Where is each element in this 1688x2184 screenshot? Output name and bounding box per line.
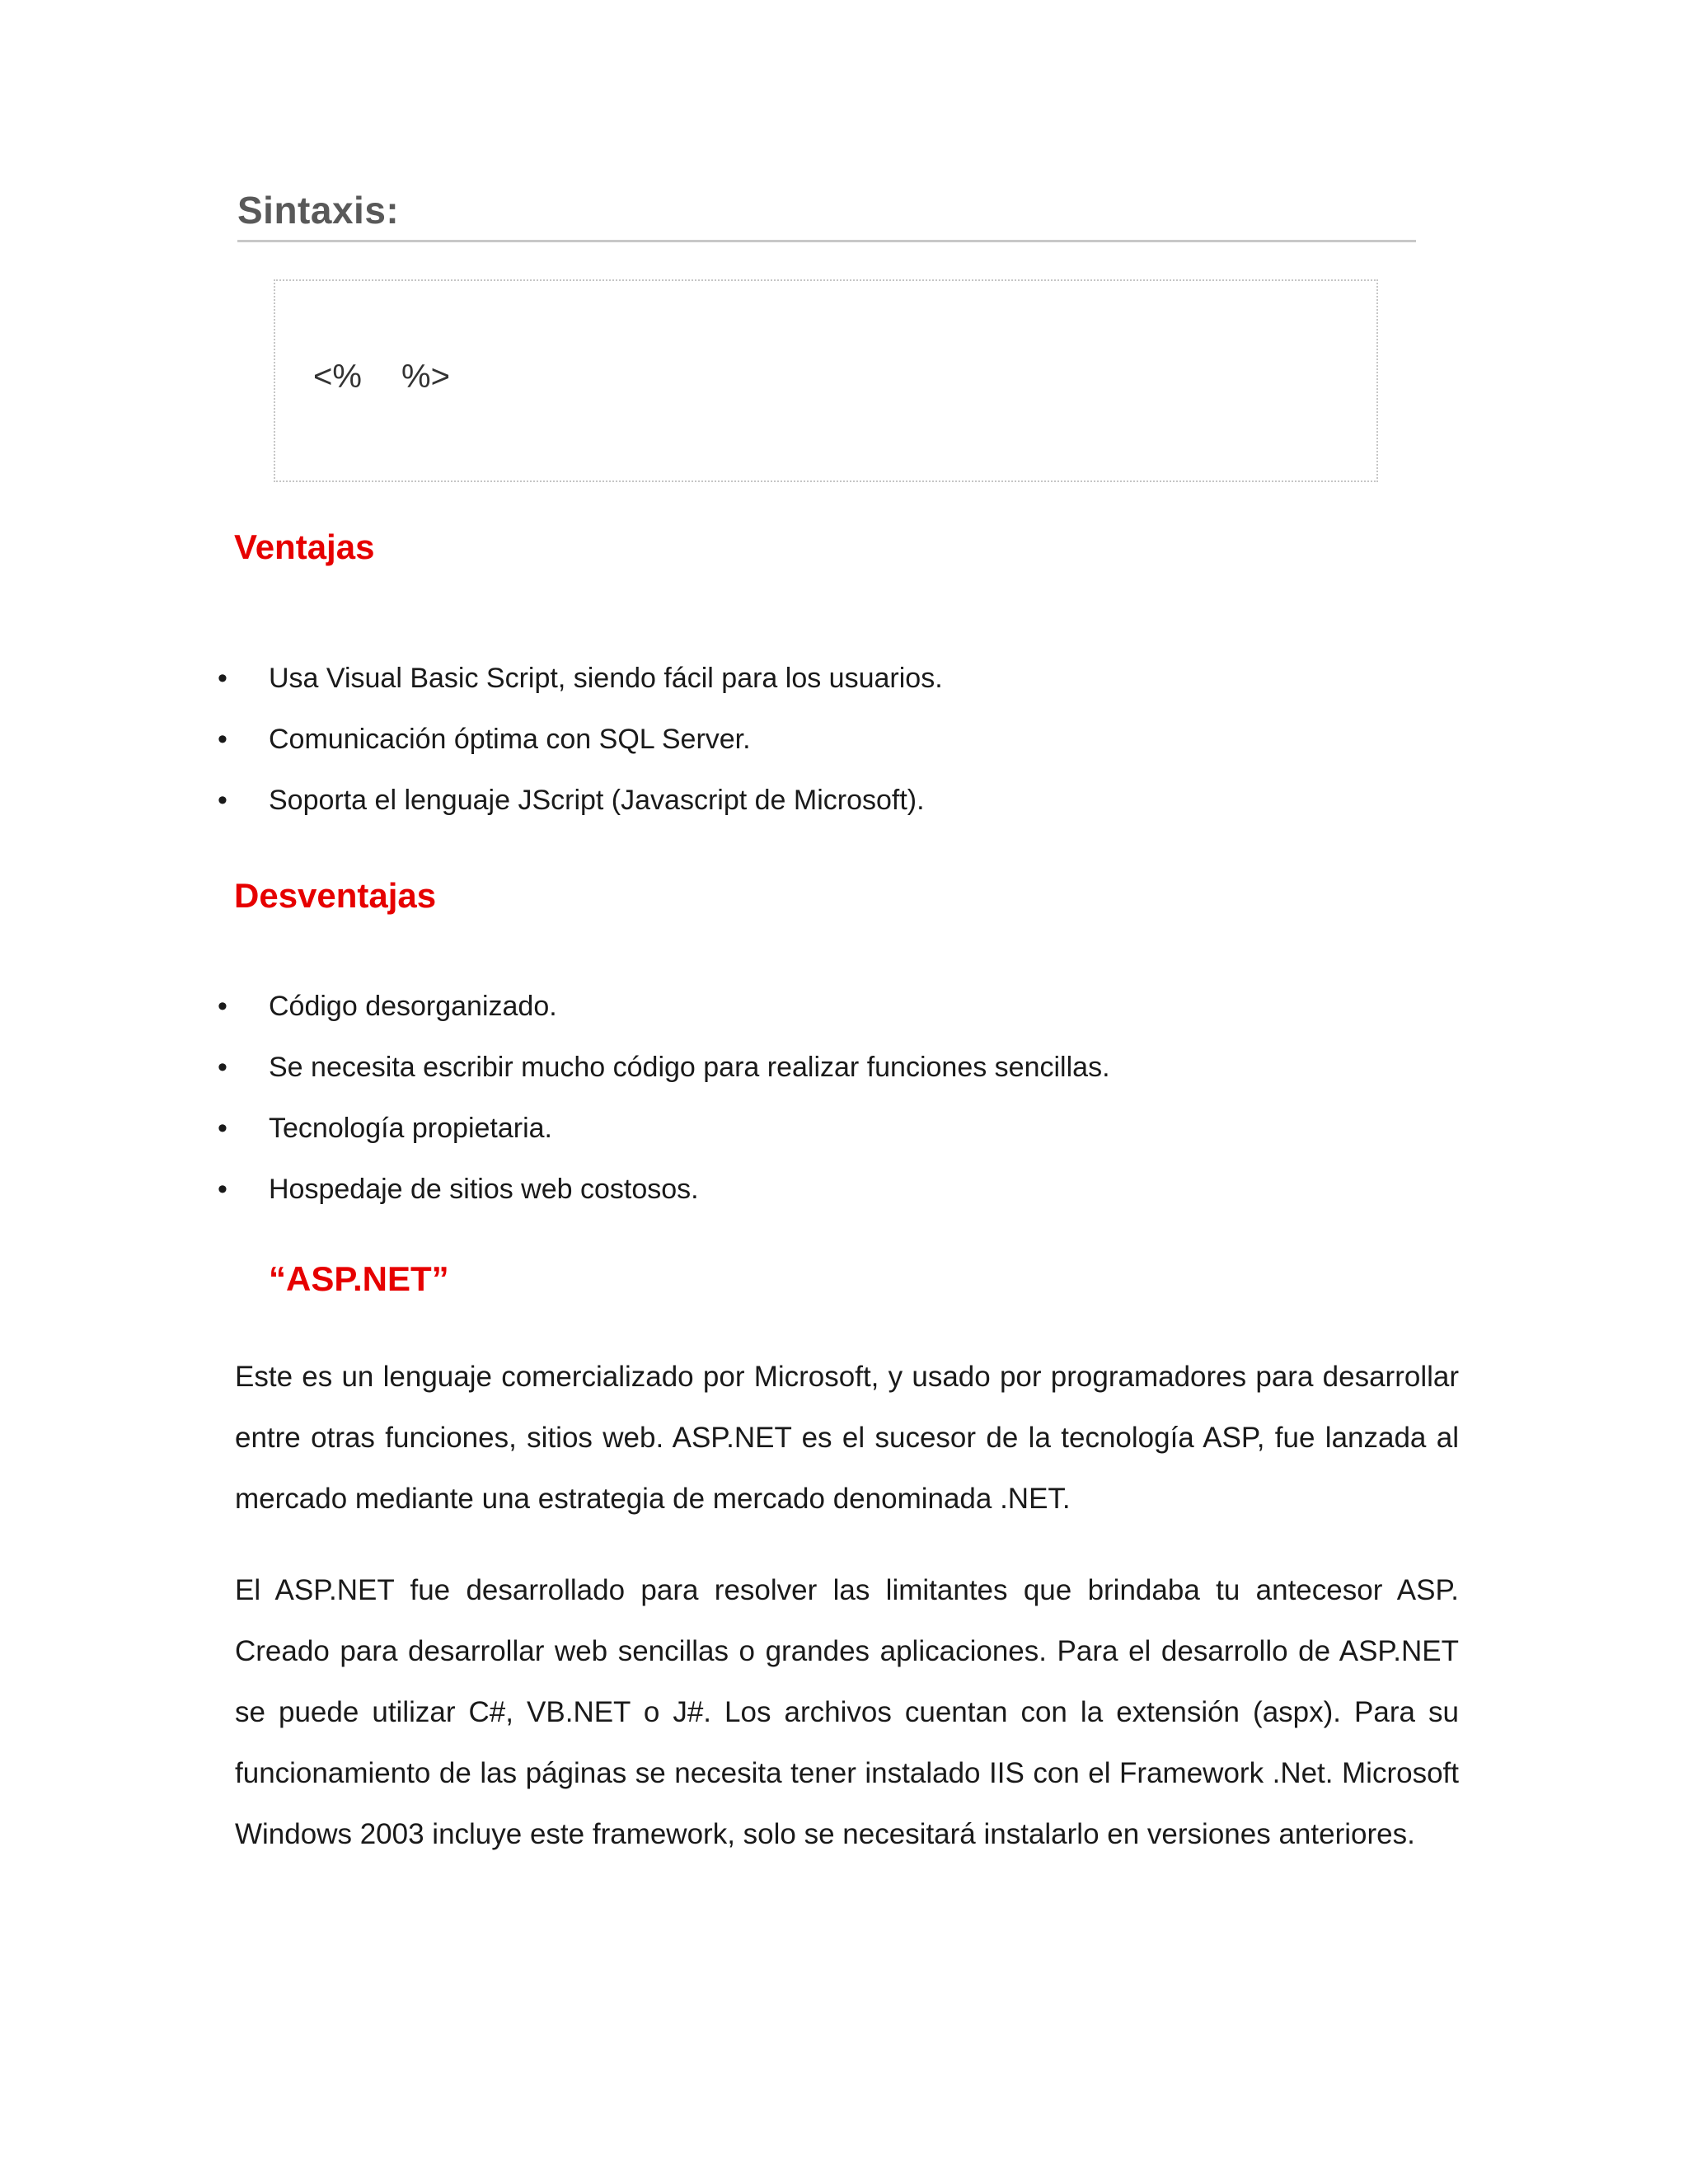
code-close-tag: %> <box>401 359 450 395</box>
bullet-icon: • <box>218 785 227 816</box>
aspnet-paragraph-1: Este es un lenguaje comercializado por Microsoft, y usado por programadores para desarrollar entre otras funciones, sitios web. ASP.NET es el sucesor de la tecnología ASP, fue lanzada al mercado mediante una estrategia de mercado denominada .NET. <box>235 1361 1459 1515</box>
list-item <box>214 709 943 770</box>
list-item-text: Usa Visual Basic Script, siendo fácil para los usuarios. <box>269 663 943 694</box>
aspnet-heading: “ASP.NET” <box>269 1259 449 1298</box>
desventajas-heading: Desventajas <box>234 876 437 915</box>
bullet-icon: • <box>218 991 227 1022</box>
aspnet-paragraph-2: El ASP.NET fue desarrollado para resolver las limitantes que brindaba tu antecesor ASP. Creado para desarrollar web sencillas o grandes aplicaciones. Para el desarrollo de ASP.NET se puede utilizar C#, VB.NET o J#. Los archivos cuentan con la extensión (aspx). Para su funcionamiento de las páginas se necesita tener instalado IIS con el Framework .Net. Microsoft Windows 2003 incluye este framework, solo se necesitará instalarlo en versiones anteriores. <box>235 1574 1459 1850</box>
ventajas-heading: Ventajas <box>234 527 375 566</box>
list-item-text: Código desorganizado. <box>269 991 557 1022</box>
ventajas-list <box>214 648 943 831</box>
code-open-tag: <% <box>313 359 362 395</box>
list-item <box>214 1159 1110 1220</box>
bullet-icon: • <box>218 1052 227 1083</box>
bullet-icon: • <box>218 1174 227 1205</box>
list-item <box>214 1037 1110 1098</box>
bullet-icon: • <box>218 1113 227 1144</box>
desventajas-list <box>214 976 1110 1220</box>
list-item <box>214 648 943 709</box>
sintaxis-title: Sintaxis: <box>237 189 400 232</box>
bullet-icon: • <box>218 663 227 694</box>
list-item <box>214 1098 1110 1159</box>
list-item-text: Tecnología propietaria. <box>269 1113 553 1144</box>
list-item-text: Comunicación óptima con SQL Server. <box>269 724 751 755</box>
sintaxis-divider <box>237 240 1416 242</box>
list-item-text: Se necesita escribir mucho código para realizar funciones sencillas. <box>269 1052 1110 1083</box>
list-item-text: Soporta el lenguaje JScript (Javascript de Microsoft). <box>269 785 925 816</box>
list-item <box>214 770 943 831</box>
list-item <box>214 976 1110 1037</box>
bullet-icon: • <box>218 724 227 755</box>
list-item-text: Hospedaje de sitios web costosos. <box>269 1174 699 1205</box>
